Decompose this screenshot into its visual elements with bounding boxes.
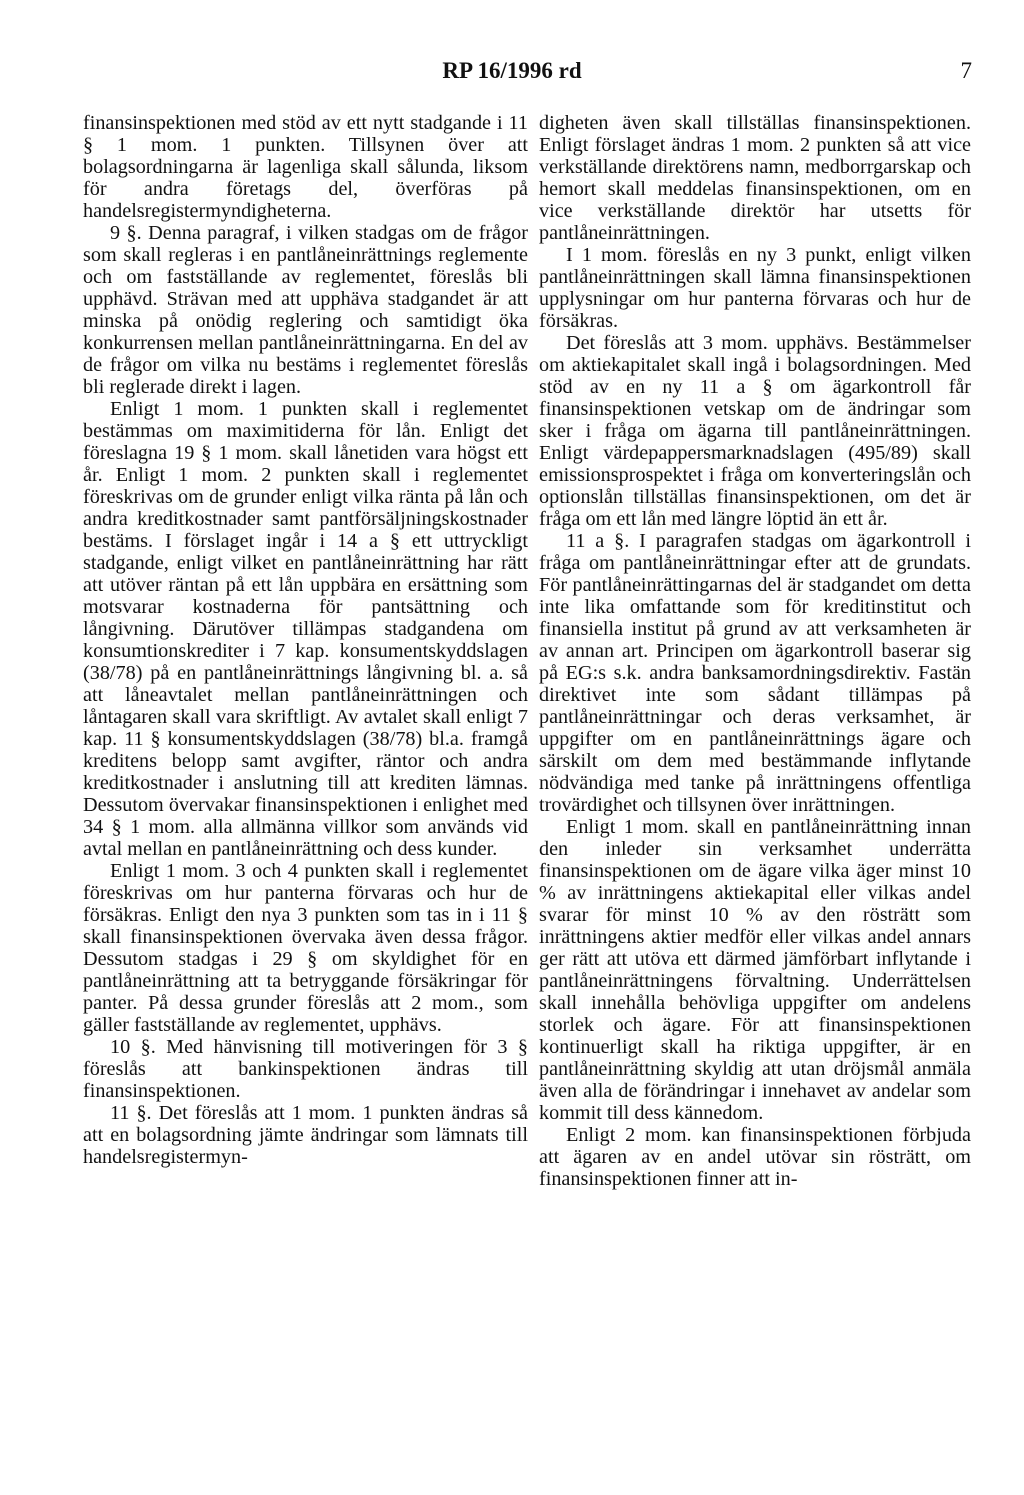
paragraph: digheten även skall tillställas finansinspektionen. Enligt förslaget ändras 1 mom. 2 punkten så att vice verkställande direktörens namn, medborrgarskap och hemort skall meddelas finansinspektionen, om en vice verkställande direktör har utsetts för pantlåneinrättningen.	[539, 112, 971, 244]
page-number: 7	[960, 58, 972, 83]
left-column	[83, 112, 528, 1168]
right-column	[539, 112, 971, 1190]
paragraph: Enligt 1 mom. 1 punkten skall i reglementet bestämmas om maximitiderna för lån. Enligt det föreslagna 19 § 1 mom. skall lånetiden vara högst ett år. Enligt 1 mom. 2 punkten skall i reglementet föreskrivas om de grunder enligt vilka ränta på lån och andra kreditkostnader samt pantförsäljningskostnader bestäms. I förslaget ingår i 14 a § ett uttryckligt stadgande, enligt vilket en pantlåneinrättning har rätt att utöver räntan på ett lån uppbära en ersättning som motsvarar kostnaderna för pantsättning och långivning. Därutöver tillämpas stadgandena om konsumtionskrediter i 7 kap. konsumentskyddslagen (38/78) på en pantlåneinrättnings långivning bl. a. så att låneavtalet mellan pantlåneinrättningen och låntagaren skall vara skriftligt. Av avtalet skall enligt 7 kap. 11 § konsumentskyddslagen (38/78) bl.a. framgå kreditens belopp samt avgifter, räntor och andra kreditkostnader i anslutning till att krediten lämnas. Dessutom övervakar finansinspektionen i enlighet med 34 § 1 mom. alla allmänna villkor som används vid avtal mellan en pantlåneinrättning och dess kunder.	[83, 398, 528, 860]
paragraph: Enligt 2 mom. kan finansinspektionen förbjuda att ägaren av en andel utövar sin rösträtt, om finansinspektionen finner att in-	[539, 1124, 971, 1190]
document-identifier: RP 16/1996 rd	[442, 58, 582, 83]
page-header	[0, 58, 1024, 88]
paragraph: Det föreslås att 3 mom. upphävs. Bestämmelser om aktiekapitalet skall ingå i bolagsordningen. Med stöd av en ny 11 a § om ägarkontroll får finansinspektionen vetskap om de ändringar som sker i fråga om ägarna till pantlåneinrättningen. Enligt värdepappersmarknadslagen (495/89) skall emissionsprospektet i fråga om konverteringslån och optionslån tillställas finansinspektionen, om det är fråga om ett lån med längre löptid än ett år.	[539, 332, 971, 530]
paragraph: finansinspektionen med stöd av ett nytt stadgande i 11 § 1 mom. 1 punkten. Tillsynen över att bolagsordningarna är lagenliga skall sålunda, liksom för andra företags del, överföras på handelsregistermyndigheterna.	[83, 112, 528, 222]
paragraph: 11 §. Det föreslås att 1 mom. 1 punkten ändras så att en bolagsordning jämte ändringar som lämnats till handelsregistermyn-	[83, 1102, 528, 1168]
paragraph: 11 a §. I paragrafen stadgas om ägarkontroll i fråga om pantlåneinrättningar efter att de grundats. För pantlåneinrättingarnas del är stadgandet om detta inte lika omfattande som för kreditinstitut och finansiella institut på grund av att verksamheten är av annan art. Principen om ägarkontroll baserar sig på EG:s s.k. andra banksamordningsdirektiv. Fastän direktivet inte som sådant tillämpas på pantlåneinrättningar och deras verksamhet, är uppgifter om en pantlåneinrättnings ägare och särskilt om dem med bestämmande inflytande nödvändiga med tanke på inrättningens offentliga trovärdighet och tillsynen över inrättningen.	[539, 530, 971, 816]
paragraph: 10 §. Med hänvisning till motiveringen för 3 § föreslås att bankinspektionen ändras till finansinspektionen.	[83, 1036, 528, 1102]
paragraph: I 1 mom. föreslås en ny 3 punkt, enligt vilken pantlåneinrättningen skall lämna finansinspektionen upplysningar om hur panterna förvaras och hur de försäkras.	[539, 244, 971, 332]
paragraph: Enligt 1 mom. 3 och 4 punkten skall i reglementet föreskrivas om hur panterna förvaras och hur de försäkras. Enligt den nya 3 punkten som tas in i 11 § skall finansinspektionen övervaka även dessa frågor. Dessutom stadgas i 29 § om skyldighet för en pantlåneinrättning att ta betryggande försäkringar för panter. På dessa grunder föreslås att 2 mom., som gäller fastställande av reglementet, upphävs.	[83, 860, 528, 1036]
paragraph: 9 §. Denna paragraf, i vilken stadgas om de frågor som skall regleras i en pantlåneinrättnings reglemente och om fastställande av reglementet, föreslås bli upphävd. Strävan med att upphäva stadgandet är att minska på onödig reglering och samtidigt öka konkurrensen mellan pantlåneinrättningarna. En del av de frågor om vilka nu bestäms i reglementet föreslås bli reglerade direkt i lagen.	[83, 222, 528, 398]
paragraph: Enligt 1 mom. skall en pantlåneinrättning innan den inleder sin verksamhet underrätta finansinspektionen om de ägare vilka äger minst 10 % av inrättningens aktiekapital eller vilkas andel svarar för minst 10 % av den rösträtt som inrättningens aktier medför eller vilkas andel annars ger rätt att utöva ett därmed jämförbart inflytande i pantlåneinrättningens förvaltning. Underrättelsen skall innehålla behövliga uppgifter om andelens storlek och ägare. För att finansinspektionen kontinuerligt skall ha riktiga uppgifter, är en pantlåneinrättning skyldig att utan dröjsmål anmäla även alla de förändringar i innehavet av andelar som kommit till dess kännedom.	[539, 816, 971, 1124]
